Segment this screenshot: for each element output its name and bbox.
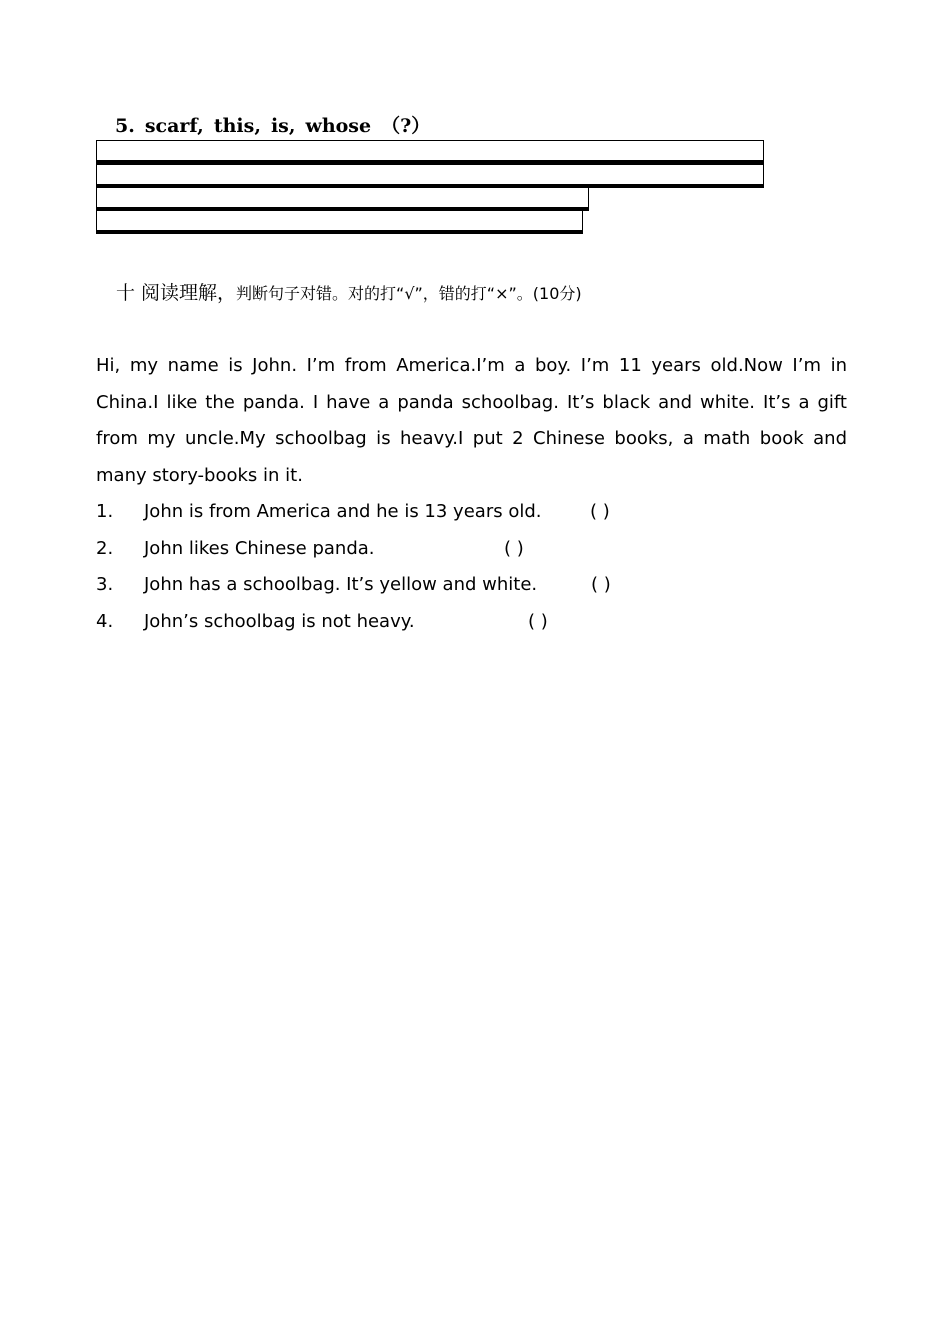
answer-writing-line-1[interactable]: [96, 140, 764, 162]
answer-blank[interactable]: ( ): [504, 537, 524, 559]
section-title: 阅读理解，: [141, 282, 237, 304]
word-3: is,: [270, 115, 296, 137]
list-item: [96, 494, 856, 531]
item-statement: John is from America and he is 13 years old.: [144, 501, 542, 522]
answer-writing-line-3[interactable]: [96, 187, 589, 209]
word-4: whose: [305, 115, 372, 137]
item-number: 4.: [96, 610, 114, 632]
item-number: 1.: [96, 501, 114, 522]
item-number: 3.: [96, 574, 114, 595]
answer-writing-line-2[interactable]: [96, 164, 764, 186]
list-item: [96, 567, 856, 604]
item-statement: John has a schoolbag. It’s yellow and white.: [144, 574, 538, 595]
reading-passage: Hi, my name is John. I’m from America.I’m a boy. I’m 11 years old.Now I’m in China.I like the panda. I have a panda schoolbag. It’s black and white. It’s a gift from my uncle.My schoolbag is heavy.I put 2 Chinese books, a math book and many story-books in it.: [96, 355, 847, 486]
answer-blank[interactable]: ( ): [528, 610, 548, 632]
answer-blank[interactable]: ( ): [591, 574, 611, 595]
answer-blank[interactable]: ( ): [590, 501, 610, 522]
item-number: 2.: [96, 537, 114, 559]
list-item: [96, 531, 856, 568]
list-item: [96, 604, 856, 641]
question-number: 5.: [115, 115, 135, 137]
question-mark: （?）: [381, 115, 431, 137]
answer-writing-line-4[interactable]: [96, 210, 583, 232]
question-5-prompt: [115, 113, 430, 139]
section-10-heading: [116, 280, 582, 307]
section-instruction: 判断句子对错。对的打“√”，错的打“×”。(10分): [236, 284, 582, 303]
true-false-items: [96, 494, 856, 640]
item-statement: John’s schoolbag is not heavy.: [144, 610, 415, 632]
section-number: 十: [116, 282, 136, 304]
item-statement: John likes Chinese panda.: [144, 537, 375, 559]
word-1: scarf,: [144, 115, 204, 137]
word-2: this,: [213, 115, 261, 137]
